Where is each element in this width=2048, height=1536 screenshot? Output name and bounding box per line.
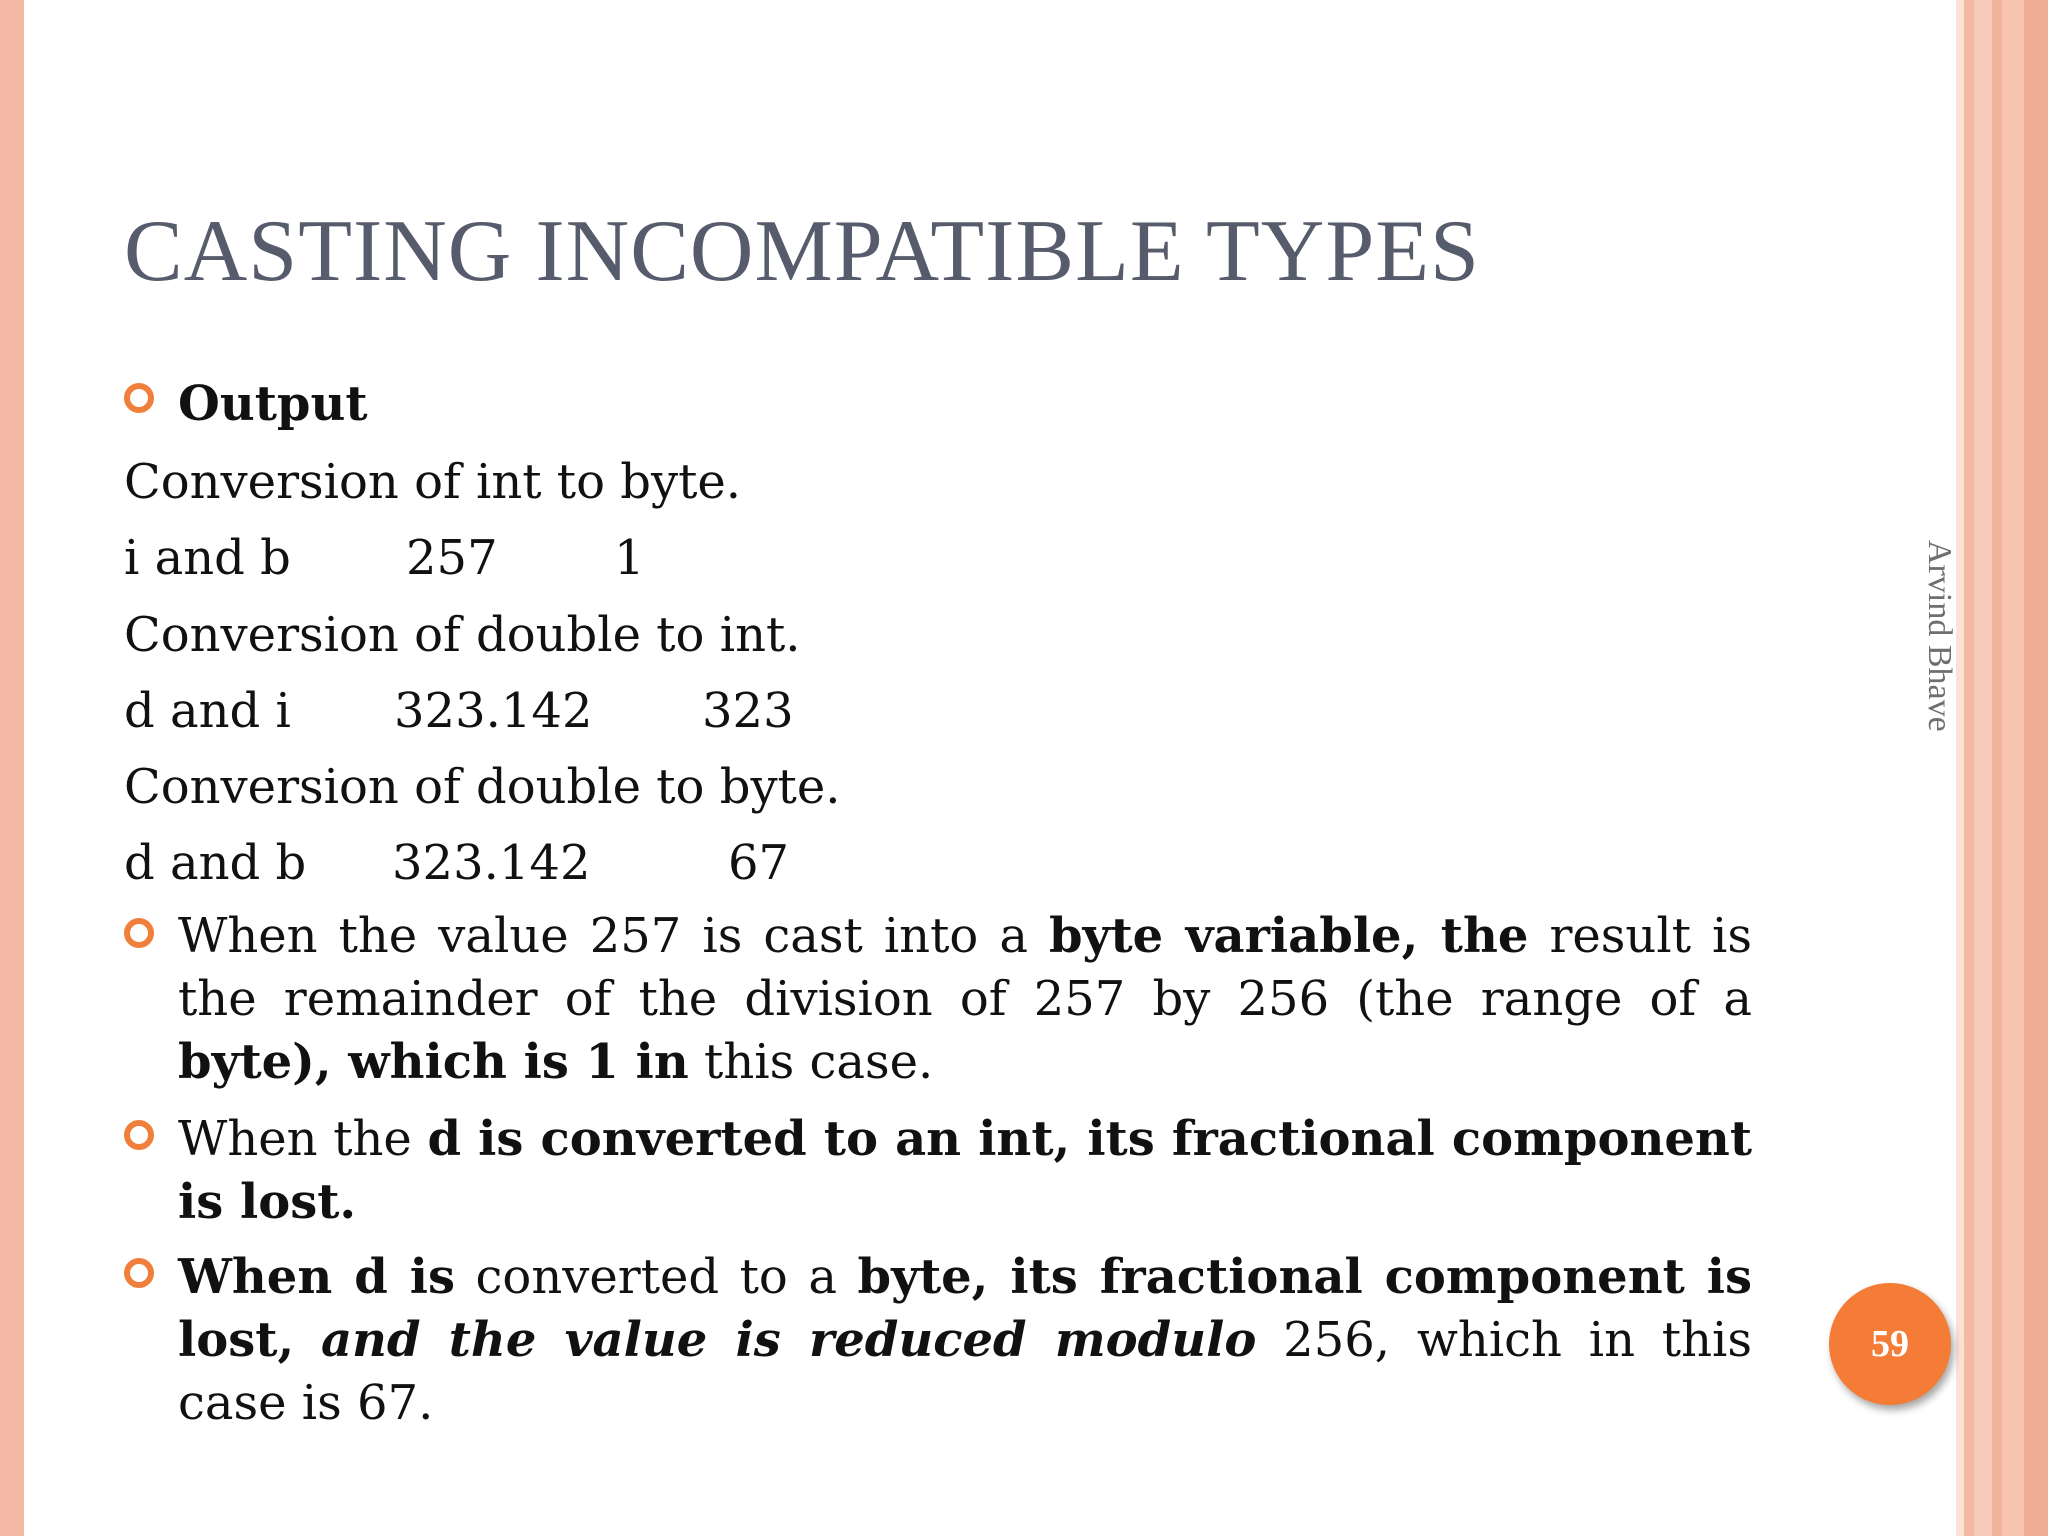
page-number-badge bbox=[1829, 1283, 1951, 1405]
output-row-input-value: 323.142 bbox=[394, 683, 593, 739]
output-row-input-value: 323.142 bbox=[392, 835, 591, 891]
bullet-text-segment: 256, which in this case is 67. bbox=[178, 1312, 1752, 1431]
bullet-marker bbox=[124, 1258, 154, 1288]
slide-title: CASTING INCOMPATIBLE TYPES bbox=[124, 203, 1480, 300]
bullet-text-segment: converted to a bbox=[455, 1249, 858, 1305]
bullet-text-segment bbox=[294, 1312, 321, 1368]
output-line-2: Conversion of double to int. bbox=[124, 607, 801, 663]
page-number: 59 bbox=[1871, 1323, 1909, 1365]
output-row-result-value: 67 bbox=[728, 835, 790, 891]
output-row-input-value: 257 bbox=[406, 530, 498, 586]
output-line-3: Conversion of double to byte. bbox=[124, 759, 841, 815]
right-border-stripe bbox=[2002, 0, 2024, 1536]
bullet-text-segment: When d is bbox=[178, 1249, 456, 1305]
author-sidebar-label: Arvind Bhave bbox=[1921, 540, 1958, 732]
bullet-marker bbox=[124, 918, 154, 948]
right-border-stripe bbox=[1964, 0, 1974, 1536]
bullet-text-segment: byte), which is 1 in bbox=[178, 1034, 689, 1090]
output-row-result-value: 1 bbox=[614, 530, 645, 586]
left-border-stripe bbox=[0, 0, 24, 1536]
bullet-text-segment: byte, its fractional component is lost, bbox=[178, 1249, 1753, 1368]
output-row-label: d and i bbox=[124, 683, 291, 739]
bullet-text bbox=[178, 1108, 1752, 1234]
output-row-1 bbox=[124, 530, 724, 586]
right-border-stripe bbox=[1992, 0, 2002, 1536]
output-row-result-value: 323 bbox=[702, 683, 794, 739]
bullet-text-segment: When the value 257 is cast into a bbox=[178, 908, 1049, 964]
right-border-stripe bbox=[1956, 0, 1964, 1536]
right-border-stripe bbox=[1974, 0, 1992, 1536]
bullet-text-segment: and the value is reduced modulo bbox=[320, 1312, 1257, 1368]
bullet-text-segment: d is converted to an int, its fractional component is lost. bbox=[178, 1111, 1752, 1230]
output-row-label: i and b bbox=[124, 530, 291, 586]
bullet-marker bbox=[124, 383, 154, 413]
bullet-text-segment: When the bbox=[178, 1111, 428, 1167]
output-line-1: Conversion of int to byte. bbox=[124, 454, 742, 510]
bullet-text-segment: this case. bbox=[688, 1034, 934, 1090]
output-row-label: d and b bbox=[124, 835, 307, 891]
bullet-marker bbox=[124, 1120, 154, 1150]
output-row-2 bbox=[124, 683, 824, 739]
bullet-text bbox=[178, 905, 1752, 1094]
bullet-text-segment: byte variable, the bbox=[1048, 908, 1529, 964]
bullet-text-segment: result is the remainder of the division of 257 by 256 (the range of a bbox=[178, 908, 1753, 1027]
bullet-text bbox=[178, 1246, 1752, 1435]
output-heading: Output bbox=[178, 376, 368, 432]
right-border-stripe bbox=[2024, 0, 2048, 1536]
output-row-3 bbox=[124, 835, 824, 891]
